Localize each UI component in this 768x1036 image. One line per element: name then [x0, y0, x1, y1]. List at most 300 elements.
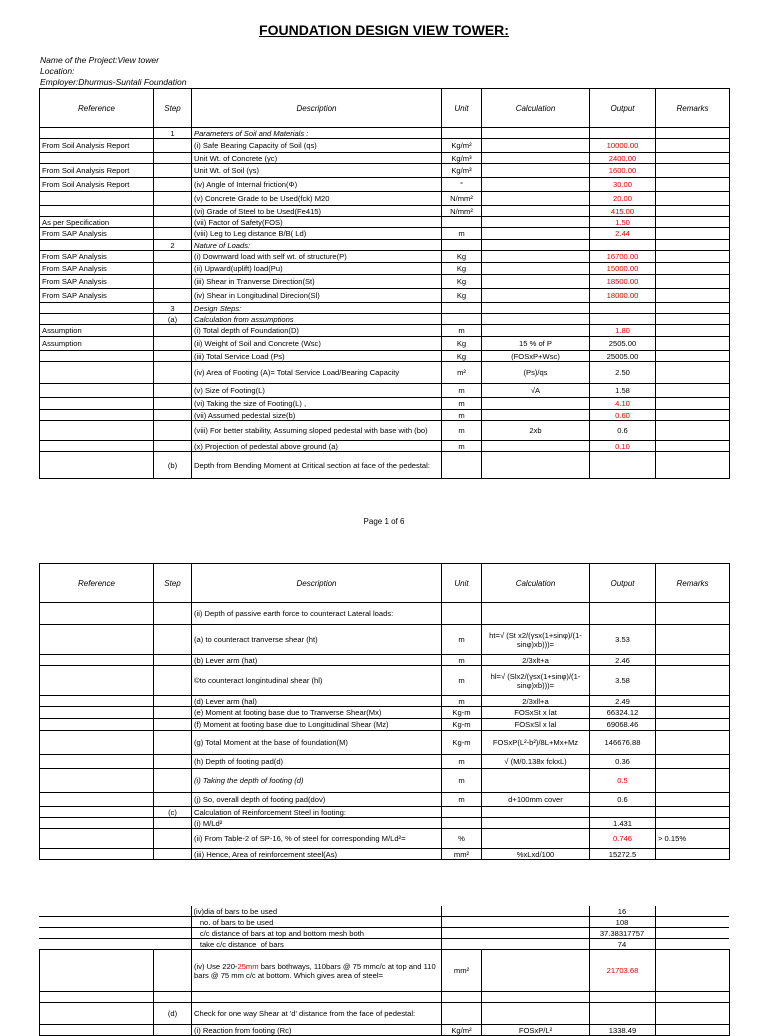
- description-cell: (g) Total Moment at the base of foundation(M): [192, 731, 442, 755]
- calculation-cell: [482, 251, 590, 263]
- description-cell: (viii) Leg to Leg distance B/B( Ld): [192, 228, 442, 240]
- reference-cell: From SAP Analysis: [40, 289, 154, 303]
- reference-cell: [40, 696, 154, 707]
- table-row: [40, 240, 730, 251]
- remarks-cell: [656, 655, 730, 666]
- remarks-cell: [656, 275, 730, 289]
- bar-row-description: (iv)dia of bars to be used: [191, 906, 441, 917]
- remarks-cell: [656, 206, 730, 217]
- reference-cell: [40, 314, 154, 325]
- output-cell: 0.60: [590, 410, 656, 421]
- reference-cell: [40, 655, 154, 666]
- bar-row: [39, 917, 729, 928]
- calculation-cell: [482, 240, 590, 251]
- remarks-cell: [656, 192, 730, 206]
- step-cell: [154, 793, 192, 807]
- table-row: [40, 384, 730, 398]
- reference-cell: [40, 755, 154, 769]
- description-cell: (v) Size of Footing(L): [192, 384, 442, 398]
- step-cell: [154, 818, 192, 829]
- remarks-cell: [656, 421, 730, 441]
- reaction-output: 1338.49: [590, 1025, 656, 1036]
- project-employer: Employer:Dhurmus-Suntali Foundation: [40, 77, 187, 87]
- header-description: Description: [192, 564, 442, 603]
- table-row: [40, 769, 730, 793]
- step-cell: [154, 849, 192, 860]
- remarks-cell: [656, 362, 730, 384]
- unit-cell: Kg: [442, 351, 482, 362]
- output-cell: 3.53: [590, 625, 656, 655]
- output-cell: [590, 603, 656, 625]
- table-body: [40, 603, 730, 860]
- project-name: Name of the Project:View tower: [40, 55, 159, 65]
- table-row: [40, 452, 730, 479]
- calculation-cell: (FOSxP+Wsc): [482, 351, 590, 362]
- unit-cell: Kg: [442, 275, 482, 289]
- remarks-cell: [656, 807, 730, 818]
- header-calculation: Calculation: [482, 89, 590, 128]
- output-cell: 25005.00: [590, 351, 656, 362]
- reference-cell: [40, 719, 154, 731]
- header-step: Step: [154, 564, 192, 603]
- header-remarks: Remarks: [656, 564, 730, 603]
- reference-cell: [40, 731, 154, 755]
- calculation-cell: [482, 818, 590, 829]
- remarks-cell: [656, 818, 730, 829]
- calculation-cell: ht=√ (St x2/(γsx(1+sinφ)/(1-sinφ)xb)))=: [482, 625, 590, 655]
- reference-cell: [40, 128, 154, 139]
- step-cell: [154, 421, 192, 441]
- step-cell: [154, 362, 192, 384]
- unit-cell: m: [442, 441, 482, 452]
- step-cell: [154, 829, 192, 849]
- bar-row-description: take c/c distance of bars: [191, 939, 441, 950]
- output-cell: [590, 128, 656, 139]
- remarks-cell: [656, 153, 730, 164]
- description-cell: Calculation from assumptions: [192, 314, 442, 325]
- output-cell: 1600.00: [590, 164, 656, 178]
- calculation-cell: 2/3xlt+a: [482, 655, 590, 666]
- remarks-cell: [656, 625, 730, 655]
- unit-cell: m: [442, 625, 482, 655]
- output-cell: 18500.00: [590, 275, 656, 289]
- remarks-cell: [656, 240, 730, 251]
- remarks-cell: [656, 289, 730, 303]
- description-cell: (i) Safe Bearing Capacity of Soil (qs): [192, 139, 442, 153]
- table-row: [40, 251, 730, 263]
- step-cell: 3: [154, 303, 192, 314]
- unit-cell: Kg-m: [442, 731, 482, 755]
- unit-cell: N/mm²: [442, 206, 482, 217]
- table-row: [40, 625, 730, 655]
- calculation-cell: √A: [482, 384, 590, 398]
- output-cell: 1.58: [590, 384, 656, 398]
- remarks-cell: [656, 793, 730, 807]
- description-cell: (viii) For better stability, Assuming sloped pedestal with base with (bo): [192, 421, 442, 441]
- table-row: [40, 849, 730, 860]
- reference-cell: Assumption: [40, 325, 154, 337]
- unit-cell: Kg/m²: [442, 139, 482, 153]
- step-cell: [154, 139, 192, 153]
- remarks-cell: [656, 398, 730, 410]
- description-cell: Nature of Loads:: [192, 240, 442, 251]
- output-cell: 2.50: [590, 362, 656, 384]
- description-cell: (ii) Depth of passive earth force to counteract Lateral loads:: [192, 603, 442, 625]
- unit-cell: Kg/m³: [442, 153, 482, 164]
- step-cell: [154, 164, 192, 178]
- unit-cell: m: [442, 755, 482, 769]
- table-row: [40, 337, 730, 351]
- step-d: (d): [154, 1003, 192, 1025]
- calculation-cell: √ (M/0.138x fckxL): [482, 755, 590, 769]
- table-row: [40, 303, 730, 314]
- output-cell: 2505.00: [590, 337, 656, 351]
- unit-cell: m: [442, 398, 482, 410]
- calculation-cell: 2xb: [482, 421, 590, 441]
- table-row: [40, 289, 730, 303]
- table-row: [40, 228, 730, 240]
- unit-cell: m: [442, 769, 482, 793]
- unit-cell: [442, 217, 482, 228]
- remarks-cell: [656, 217, 730, 228]
- description-cell: Unit Wt. of Concrete (γc): [192, 153, 442, 164]
- table-row: [40, 164, 730, 178]
- calculation-cell: [482, 139, 590, 153]
- table-row: [40, 818, 730, 829]
- calculation-cell: [482, 228, 590, 240]
- description-cell: (vi) Grade of Steel to be Used(Fe415): [192, 206, 442, 217]
- description-cell: (iv) Shear in Longitudinal Direcion(Sl): [192, 289, 442, 303]
- output-cell: [590, 240, 656, 251]
- description-cell: (h) Depth of footing pad(d): [192, 755, 442, 769]
- header-unit: Unit: [442, 89, 482, 128]
- description-cell: (f) Moment at footing base due to Longitudinal Shear (Mz): [192, 719, 442, 731]
- table-row: [40, 755, 730, 769]
- description-cell: (i) Taking the depth of footing (d): [192, 769, 442, 793]
- bar-row: [39, 928, 729, 939]
- step-cell: [154, 217, 192, 228]
- description-cell: (iii) Shear in Tranverse Direction(St): [192, 275, 442, 289]
- calculation-cell: [482, 441, 590, 452]
- step-cell: [154, 263, 192, 275]
- table-row: [40, 275, 730, 289]
- calculation-cell: [482, 303, 590, 314]
- table-row: [40, 206, 730, 217]
- reference-cell: [40, 829, 154, 849]
- calculation-cell: FOSxSl x lal: [482, 719, 590, 731]
- table-row: [40, 351, 730, 362]
- calculation-cell: %xLxd/100: [482, 849, 590, 860]
- reference-cell: [40, 818, 154, 829]
- description-cell: (j) So, overall depth of footing pad(dov): [192, 793, 442, 807]
- remarks-cell: [656, 178, 730, 192]
- reference-cell: [40, 666, 154, 696]
- project-location: Location:: [40, 66, 75, 76]
- bar-row-output: 37.38317757: [589, 928, 655, 939]
- step-d-description: Check for one way Shear at 'd' distance from the face of pedestal:: [192, 1003, 442, 1025]
- unit-cell: m: [442, 410, 482, 421]
- remarks-cell: [656, 128, 730, 139]
- table-cell: [40, 1003, 154, 1025]
- remarks-cell: [656, 719, 730, 731]
- header-step: Step: [154, 89, 192, 128]
- calculation-cell: [482, 452, 590, 479]
- reaction-unit: Kg/m²: [442, 1025, 482, 1036]
- remarks-cell: [656, 452, 730, 479]
- output-cell: 0.6: [590, 421, 656, 441]
- reference-cell: [40, 192, 154, 206]
- calculation-cell: [482, 178, 590, 192]
- reference-cell: [40, 849, 154, 860]
- table-row: [40, 362, 730, 384]
- unit-cell: m: [442, 793, 482, 807]
- reference-cell: [40, 303, 154, 314]
- reference-cell: [40, 793, 154, 807]
- output-cell: 15272.5: [590, 849, 656, 860]
- calculation-cell: hl=√ (Slx2/(γsx(1+sinφ)/(1-sinφ)xb)))=: [482, 666, 590, 696]
- bar-row-output: 74: [589, 939, 655, 950]
- reference-cell: From Soil Analysis Report: [40, 164, 154, 178]
- unit-cell: m: [442, 666, 482, 696]
- reference-cell: [40, 398, 154, 410]
- reference-cell: From SAP Analysis: [40, 263, 154, 275]
- unit-cell: [442, 807, 482, 818]
- remarks-cell: [656, 707, 730, 719]
- calculation-cell: [482, 314, 590, 325]
- reference-cell: [40, 603, 154, 625]
- header-reference: Reference: [40, 89, 154, 128]
- step-cell: [154, 384, 192, 398]
- table-row: [40, 655, 730, 666]
- reference-cell: [40, 351, 154, 362]
- description-cell: (i) M/Ld²: [192, 818, 442, 829]
- bar-row-description: c/c distance of bars at top and bottom mesh both: [191, 928, 441, 939]
- remarks-cell: [656, 384, 730, 398]
- calculation-cell: [482, 206, 590, 217]
- output-cell: 30.00: [590, 178, 656, 192]
- use-bars-unit: mm²: [442, 950, 482, 992]
- reference-cell: [40, 625, 154, 655]
- unit-cell: [442, 452, 482, 479]
- table-row: [40, 314, 730, 325]
- output-cell: [590, 452, 656, 479]
- description-cell: Depth from Bending Moment at Critical section at face of the pedestal:: [192, 452, 442, 479]
- unit-cell: [442, 303, 482, 314]
- document-title: FOUNDATION DESIGN VIEW TOWER:: [259, 22, 509, 38]
- description-cell: (vi) Taking the size of Footing(L) ,: [192, 398, 442, 410]
- output-cell: 0.36: [590, 755, 656, 769]
- table-row: [40, 603, 730, 625]
- remarks-cell: [656, 410, 730, 421]
- table-row: [40, 139, 730, 153]
- description-cell: (iii) Total Service Load (Ps): [192, 351, 442, 362]
- output-cell: 4.10: [590, 398, 656, 410]
- bar-row-output: 108: [589, 917, 655, 928]
- reference-cell: [40, 206, 154, 217]
- step-cell: 1: [154, 128, 192, 139]
- unit-cell: Kg-m: [442, 719, 482, 731]
- description-cell: Unit Wt. of Soil (γs): [192, 164, 442, 178]
- unit-cell: m: [442, 696, 482, 707]
- remarks-cell: > 0.15%: [656, 829, 730, 849]
- remarks-cell: [656, 351, 730, 362]
- calculation-cell: 15 % of P: [482, 337, 590, 351]
- table-row: [40, 410, 730, 421]
- unit-cell: m: [442, 325, 482, 337]
- header-output: Output: [590, 564, 656, 603]
- calculation-cell: (Ps)/qs: [482, 362, 590, 384]
- output-cell: 1.50: [590, 217, 656, 228]
- description-cell: (e) Moment at footing base due to Tranverse Shear(Mx): [192, 707, 442, 719]
- unit-cell: Kg: [442, 289, 482, 303]
- unit-cell: Kg: [442, 263, 482, 275]
- unit-cell: m: [442, 384, 482, 398]
- header-output: Output: [590, 89, 656, 128]
- calculation-cell: [482, 829, 590, 849]
- calculation-cell: [482, 153, 590, 164]
- output-cell: 2400.00: [590, 153, 656, 164]
- calculation-cell: d+100mm cover: [482, 793, 590, 807]
- reference-cell: From Soil Analysis Report: [40, 139, 154, 153]
- step-cell: (b): [154, 452, 192, 479]
- remarks-cell: [656, 769, 730, 793]
- unit-cell: °: [442, 178, 482, 192]
- remarks-cell: [656, 314, 730, 325]
- unit-cell: mm²: [442, 849, 482, 860]
- header-unit: Unit: [442, 564, 482, 603]
- reference-cell: [40, 410, 154, 421]
- remarks-cell: [656, 164, 730, 178]
- unit-cell: m: [442, 655, 482, 666]
- description-cell: (iii) Hence, Area of reinforcement steel(As): [192, 849, 442, 860]
- description-cell: (vii) Assumed pedestal size(b): [192, 410, 442, 421]
- remarks-cell: [656, 337, 730, 351]
- remarks-cell: [656, 666, 730, 696]
- bars-table: [39, 906, 729, 950]
- step-cell: [154, 153, 192, 164]
- description-cell: ©to counteract longintudinal shear (hl): [192, 666, 442, 696]
- output-cell: 66324.12: [590, 707, 656, 719]
- reaction-calc: FOSxP/L²: [482, 1025, 590, 1036]
- table-row: [40, 829, 730, 849]
- description-cell: (d) Lever arm (hal): [192, 696, 442, 707]
- reference-cell: [40, 153, 154, 164]
- calculation-cell: [482, 410, 590, 421]
- output-cell: 10000.00: [590, 139, 656, 153]
- output-cell: 0.746: [590, 829, 656, 849]
- remarks-cell: [656, 139, 730, 153]
- description-cell: (i) Total depth of Foundation(D): [192, 325, 442, 337]
- remarks-cell: [656, 849, 730, 860]
- calculation-cell: [482, 769, 590, 793]
- table-row: [40, 731, 730, 755]
- output-cell: 15000.00: [590, 263, 656, 275]
- remarks-cell: [656, 251, 730, 263]
- design-table-page1: [39, 88, 730, 479]
- table-cell: [154, 950, 192, 992]
- header-reference: Reference: [40, 564, 154, 603]
- step-cell: [154, 603, 192, 625]
- step-cell: [154, 625, 192, 655]
- step-cell: [154, 192, 192, 206]
- unit-cell: Kg: [442, 337, 482, 351]
- remarks-cell: [656, 755, 730, 769]
- description-cell: (x) Projection of pedestal above ground (a): [192, 441, 442, 452]
- step-cell: [154, 228, 192, 240]
- reference-cell: [40, 452, 154, 479]
- step-cell: [154, 275, 192, 289]
- calculation-cell: [482, 192, 590, 206]
- remarks-cell: [656, 441, 730, 452]
- table-row: [40, 178, 730, 192]
- step-cell: [154, 289, 192, 303]
- calculation-cell: [482, 263, 590, 275]
- description-cell: Calculation of Reinforcement Steel in footing:: [192, 807, 442, 818]
- output-cell: 2.49: [590, 696, 656, 707]
- step-cell: [154, 325, 192, 337]
- unit-cell: [442, 603, 482, 625]
- step-cell: [154, 337, 192, 351]
- step-cell: [154, 755, 192, 769]
- table-row: [40, 707, 730, 719]
- step-cell: [154, 696, 192, 707]
- unit-cell: m: [442, 228, 482, 240]
- page-number: Page 1 of 6: [363, 517, 405, 526]
- remarks-cell: [656, 303, 730, 314]
- table-row: [40, 128, 730, 139]
- output-cell: 0.10: [590, 441, 656, 452]
- calculation-cell: 2/3xll+a: [482, 696, 590, 707]
- step-cell: [154, 351, 192, 362]
- step-cell: [154, 731, 192, 755]
- description-cell: (vii) Factor of Safety(FOS): [192, 217, 442, 228]
- table-row: [40, 192, 730, 206]
- table-row: [40, 666, 730, 696]
- output-cell: [590, 303, 656, 314]
- calculation-cell: [482, 128, 590, 139]
- reference-cell: From SAP Analysis: [40, 228, 154, 240]
- step-cell: (a): [154, 314, 192, 325]
- table-row: [40, 325, 730, 337]
- reference-cell: As per Specification: [40, 217, 154, 228]
- remarks-cell: [656, 731, 730, 755]
- remarks-cell: [656, 603, 730, 625]
- step-cell: [154, 719, 192, 731]
- output-cell: 20.00: [590, 192, 656, 206]
- unit-cell: m: [442, 421, 482, 441]
- table-row: [40, 153, 730, 164]
- step-cell: [154, 655, 192, 666]
- remarks-cell: [656, 325, 730, 337]
- step-cell: [154, 441, 192, 452]
- reference-cell: [40, 707, 154, 719]
- bar-row: [39, 939, 729, 950]
- calculation-cell: FOSxSt x lat: [482, 707, 590, 719]
- table-row: [40, 263, 730, 275]
- calculation-cell: [482, 807, 590, 818]
- unit-cell: N/mm²: [442, 192, 482, 206]
- table-body: [40, 128, 730, 479]
- header-description: Description: [192, 89, 442, 128]
- reference-cell: From Soil Analysis Report: [40, 178, 154, 192]
- output-cell: [590, 807, 656, 818]
- bar-row-description: no. of bars to be used: [191, 917, 441, 928]
- step-cell: [154, 178, 192, 192]
- calculation-cell: FOSxP(L²-b²)/8L+Mx+Mz: [482, 731, 590, 755]
- step-cell: [154, 251, 192, 263]
- step-cell: 2: [154, 240, 192, 251]
- header-remarks: Remarks: [656, 89, 730, 128]
